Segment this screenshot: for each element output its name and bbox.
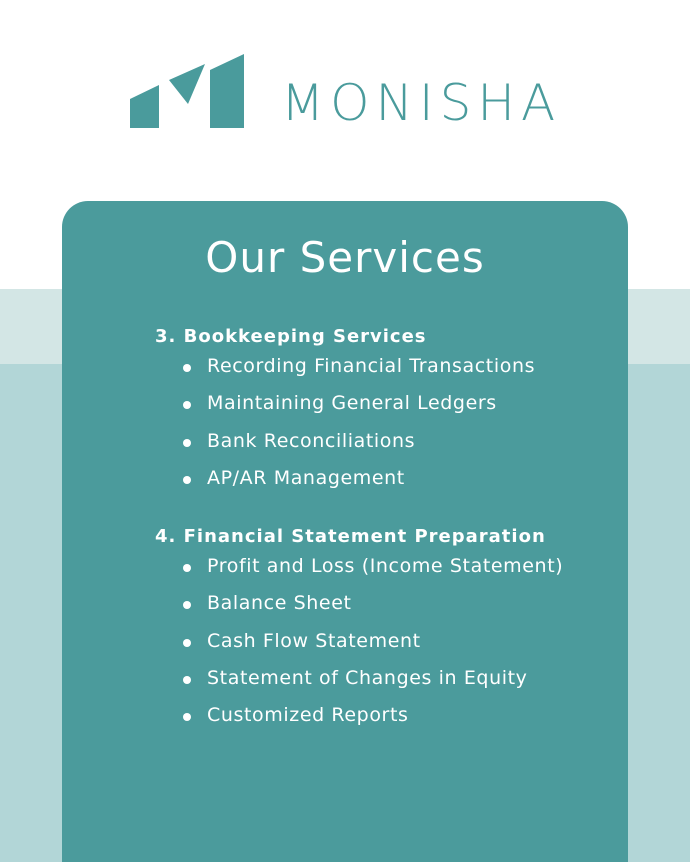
bullet-icon xyxy=(183,564,191,572)
section-bookkeeping xyxy=(155,323,535,500)
list-item xyxy=(155,426,535,463)
bullet-icon xyxy=(183,713,191,721)
list-item-label: Profit and Loss (Income Statement) xyxy=(207,555,564,577)
bullet-icon xyxy=(183,476,191,484)
section-heading: 3. Bookkeeping Services xyxy=(155,326,427,347)
list-item xyxy=(155,551,563,588)
bullet-icon xyxy=(183,639,191,647)
list-item-label: Bank Reconciliations xyxy=(207,429,416,452)
list-item-label: Cash Flow Statement xyxy=(207,629,421,652)
card-title: Our Services xyxy=(205,233,485,282)
services-card xyxy=(62,201,628,862)
list-item xyxy=(155,663,563,700)
list-item xyxy=(155,351,535,388)
list-item xyxy=(155,626,563,663)
list-item-label: Maintaining General Ledgers xyxy=(207,392,497,415)
bullet-icon xyxy=(183,364,191,372)
list-item-label: AP/AR Management xyxy=(207,466,405,489)
brand-name: MONISHA xyxy=(281,74,562,132)
list-item xyxy=(155,388,535,425)
bullet-icon xyxy=(183,401,191,409)
list-item-label: Statement of Changes in Equity xyxy=(207,666,528,689)
brand-logo xyxy=(130,52,570,132)
section-heading: 4. Financial Statement Preparation xyxy=(155,526,546,547)
list-item-label: Recording Financial Transactions xyxy=(207,355,536,377)
list-item xyxy=(155,463,535,500)
list-item xyxy=(155,700,563,737)
bullet-icon xyxy=(183,676,191,684)
logo-mark-icon xyxy=(130,52,246,130)
bullet-icon xyxy=(183,601,191,609)
bullet-icon xyxy=(183,439,191,447)
list-item xyxy=(155,588,563,625)
section-financial-statements xyxy=(155,523,563,737)
list-item-label: Customized Reports xyxy=(207,704,409,727)
list-item-label: Balance Sheet xyxy=(207,592,352,615)
